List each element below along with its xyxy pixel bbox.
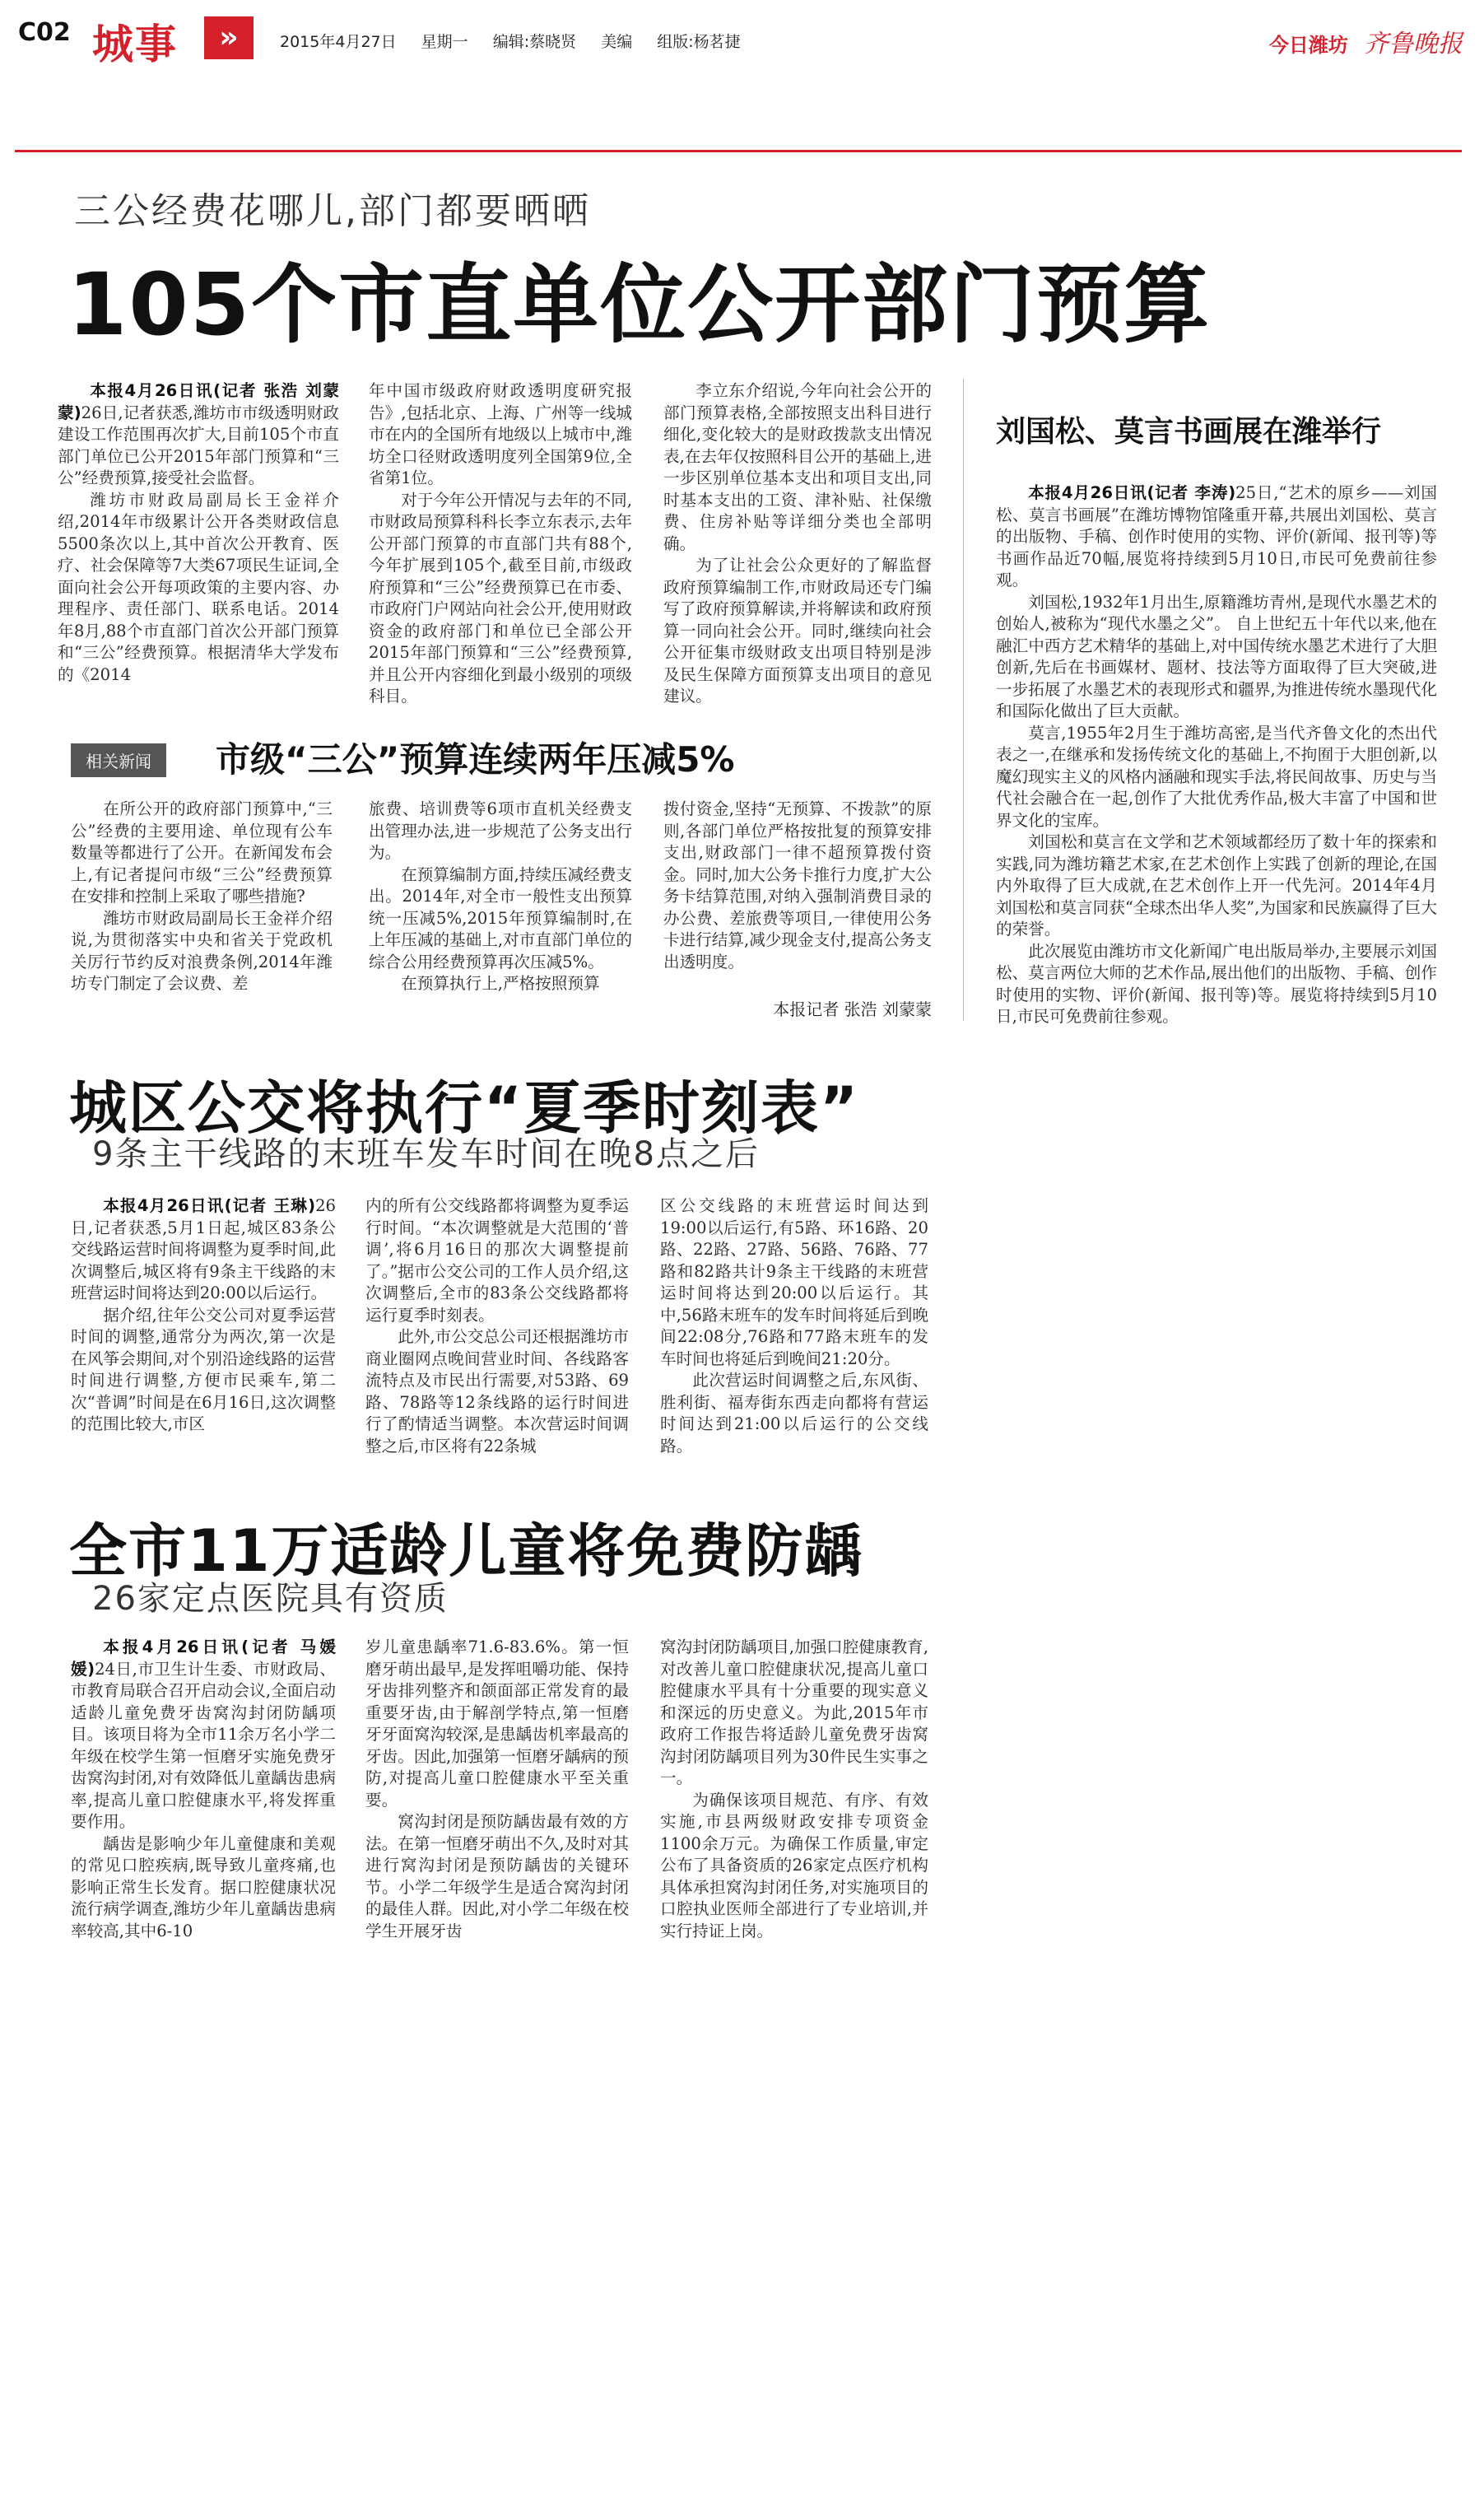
section-arrow-icon: » xyxy=(204,16,254,59)
art-body xyxy=(996,482,1437,1026)
dental-col2-p2: 窝沟封闭是预防龋齿最有效的方法。在第一恒磨牙萌出不久,及时对其进行窝沟封闭是预防龋齿的关键环节。小学二年级学生是适合窝沟封闭的最佳人群。因此,对小学二年级在校学生开展牙齿 xyxy=(365,1812,629,1940)
related-col2-p1: 旅费、培训费等6项市直机关经费支出管理办法,进一步规范了公务支出行为。 xyxy=(369,799,632,862)
publication-logo: 齐鲁晚报 xyxy=(1364,30,1463,58)
dental-col1-p2: 龋齿是影响少年儿童健康和美观的常见口腔疾病,既导致儿童疼痛,也影响正常生长发育。据口腔健康状况流行病学调查,潍坊少年儿童龋齿患病率较高,其中6-10 xyxy=(71,1833,336,1940)
issue-date: 2015年4月27日 xyxy=(280,33,397,51)
budget-col1-p2: 潍坊市财政局副局长王金祥介绍,2014年市级累计公开各类财政信息5500条次以上,其中首次公开教育、医疗、社会保障等7大类67项民生证词,全面向社会公开每项政策的主要内容、办理程序、责任部门、联系电话。2014年8月,88个市直部门首次公开部门预算和“三公”经费预算。根据清华大学发布的《2014 xyxy=(58,490,339,684)
bus-col-3 xyxy=(660,1195,928,1460)
art-p1: 25日,“艺术的原乡——刘国松、莫言书画展”在潍坊博物馆隆重开幕,共展出刘国松、莫言的出版物、手稿、创作时使用的实物、评价(新闻、报刊等)等书画作品近70幅,展览将持续到5月10日,市民可免费前往参观。 xyxy=(996,483,1437,589)
budget-col3-p1: 李立东介绍说,今年向社会公开的部门预算表格,全部按照支出科目进行细化,变化较大的是财政拨款支出情况表,在去年仅按照科目公开的基础上,进一步区别单位基本支出和项目支出,同时基本支出的工资、津补贴、社保缴费、住房补贴等详细分类也全部明确。 xyxy=(663,381,932,553)
dental-col-3 xyxy=(660,1637,928,1989)
art-headline: 刘国松、莫言书画展在潍举行 xyxy=(996,415,1382,449)
related-news-tag: 相关新闻 xyxy=(71,743,166,777)
issue-meta xyxy=(280,30,761,52)
budget-col3-p2: 为了让社会公众更好的了解监督政府预算编制工作,市财政局还专门编写了政府预算解读,并将解读和政府预算一同向社会公开。同时,继续向社会公开征集市级财政支出项目特别是涉及民生保障方面预算支出项目的意见建议。 xyxy=(663,556,932,706)
proof-credit: 组版:杨茗捷 xyxy=(657,33,741,51)
budget-kicker: 三公经费花哪儿,部门都要晒晒 xyxy=(74,190,591,232)
art-p4: 刘国松和莫言在文学和艺术领域都经历了数十年的探索和实践,同为潍坊籍艺术家,在艺术创作上实践了创新的理论,在国内外取得了巨大成就,在艺术创作上开一代先河。2014年4月刘国松和莫言同获“全球杰出华人奖”,为国家和民族赢得了巨大的荣誉。 xyxy=(996,832,1437,939)
dental-col1-p1: 24日,市卫生计生委、市财政局、市教育局联合召开启动会议,全面启动适龄儿童免费牙齿窝沟封闭防龋项目。该项目将为全市11余万名小学二年级在校学生第一恒磨牙实施免费牙齿窝沟封闭,对有效降低儿童龋齿患病率,提高儿童口腔健康水平,将发挥重要作用。 xyxy=(71,1659,336,1831)
art-p3: 莫言,1955年2月生于潍坊高密,是当代齐鲁文化的杰出代表之一,在继承和发扬传统文化的基础上,不拘囿于大胆创新,以魔幻现实主义的风格内涵融和现实手法,将民间故事、历史与当代社会融合在一起,创作了大批优秀作品,极大丰富了中国和世界文化的宝库。 xyxy=(996,723,1437,830)
dental-col-2 xyxy=(365,1637,629,1989)
dental-headline: 全市11万适龄儿童将免费防龋 xyxy=(69,1517,864,1585)
dental-dateline: 本报4月26日讯(记者 马媛媛) xyxy=(71,1638,336,1679)
column-name: 今日潍坊 xyxy=(1268,34,1348,57)
bus-col-1 xyxy=(71,1195,336,1460)
bus-headline: 城区公交将执行“夏季时刻表” xyxy=(69,1074,860,1142)
column-divider xyxy=(963,379,964,1021)
bus-dateline: 本报4月26日讯(记者 王琳) xyxy=(103,1196,316,1215)
bus-col1-p2: 据介绍,往年公交公司对夏季运营时间的调整,通常分为两次,第一次是在风筝会期间,对个别沿途线路的运营时间进行调整,方便市民乘车,第二次“普调”时间是在6月16日,这次调整的范围比较大,市区 xyxy=(71,1305,336,1433)
bus-col2-p1: 内的所有公交线路都将调整为夏季运行时间。“本次调整就是大范围的‘普调’,将6月16日的那次大调整提前了。”据市公交公司的工作人员介绍,这次调整后,全市的83条公交线路都将运行夏季时刻表。 xyxy=(365,1196,629,1325)
budget-col2-p1: 年中国市级政府财政透明度研究报告》,包括北京、上海、广州等一线城市在内的全国所有地级以上城市中,潍坊全口径财政透明度列全国第9位,全省第1位。 xyxy=(369,381,632,487)
dental-col2-p1: 岁儿童患龋率71.6-83.6%。第一恒磨牙萌出最早,是发挥咀嚼功能、保持牙齿排列整齐和颌面部正常发育的最重要牙齿,由于解剖学特点,第一恒磨牙牙面窝沟较深,是患龋齿机率最高的牙齿。因此,加强第一恒磨牙龋病的预防,对提高儿童口腔健康水平至关重要。 xyxy=(365,1638,629,1810)
art-p2: 刘国松,1932年1月出生,原籍潍坊青州,是现代水墨艺术的创始人,被称为“现代水墨之父”。 自上世纪五十年代以来,他在融汇中西方艺术精华的基础上,对中国传统水墨艺术进行了大胆创新,先后在书画媒材、题材、技法等方面取得了巨大突破,进一步拓展了水墨艺术的表现形式和疆界,为推进传统水墨现代化和国际化做出了巨大贡献。 xyxy=(996,592,1437,720)
art-p5: 此次展览由潍坊市文化新闻广电出版局举办,主要展示刘国松、莫言两位大师的艺术作品,展出他们的出版物、手稿、创作时使用的实物、评价(新闻、报刊等)等。展览将持续到5月10日,市民可免费前往参观。 xyxy=(996,941,1437,1026)
section-title: 城事 xyxy=(92,21,178,68)
related-headline: 市级“三公”预算连续两年压减5% xyxy=(216,739,735,780)
masthead-right xyxy=(1269,23,1463,59)
bus-col2-p2: 此外,市公交总公司还根据潍坊市商业圈网点晚间营业时间、各线路客流特点及市民出行需要,对53路、69路、78路等12条线路的运行时间进行了酌情适当调整。本次营运时间调整之后,市区将有22条城 xyxy=(365,1327,629,1456)
related-col2-p3: 在预算执行上,严格按照预算 xyxy=(401,974,600,993)
header-rule xyxy=(15,150,1462,152)
dental-col3-p1: 窝沟封闭防龋项目,加强口腔健康教育,对改善儿童口腔健康状况,提高儿童口腔健康水平具有十分重要的现实意义和深远的历史意义。为此,2015年市政府工作报告将适龄儿童免费牙齿窝沟封闭防龋项目列为30件民生实事之一。 xyxy=(660,1638,928,1787)
related-col-3 xyxy=(663,799,932,996)
related-col-2 xyxy=(369,799,632,1019)
bus-col3-p1: 区公交线路的末班营运时间达到19:00以后运行,有5路、环16路、20路、22路、27路、56路、76路、77路和82路共计9条主干线路的末班营运时间将达到20:00以后运行。其中,56路末班车的发车时间将延后到晚间22:08分,76路和77路末班车的发车时间也将延后到晚间21:20分。 xyxy=(660,1196,928,1368)
budget-col-1 xyxy=(58,380,339,708)
bus-col3-p2: 此次营运时间调整之后,东风街、胜利街、福寿街东西走向都将有营运时间达到21:00以后运行的公交线路。 xyxy=(660,1371,928,1456)
page-number: C02 xyxy=(18,18,71,47)
budget-headline: 105个市直单位公开部门预算 xyxy=(67,254,1212,355)
editor-credit: 编辑:蔡晓贤 xyxy=(492,33,577,51)
related-col1-p1: 在所公开的政府部门预算中,“三公”经费的主要用途、单位现有公车数量等都进行了公开。在新闻发布会上,有记者提问市级“三公”经费预算在安排和控制上采取了哪些措施? xyxy=(71,799,333,906)
related-col-1 xyxy=(71,799,333,1019)
dental-col-1 xyxy=(71,1637,336,1989)
bus-col1-p1: 26日,记者获悉,5月1日起,城区83条公交线路运营时间将调整为夏季时间,此次调整后,城区将有9条主干线路的末班营运时间将达到20:00以后运行。 xyxy=(71,1196,336,1302)
issue-weekday: 星期一 xyxy=(421,33,468,51)
bus-subheadline: 9条主干线路的末班车发车时间在晚8点之后 xyxy=(92,1135,760,1173)
budget-col1-p1: 26日,记者获悉,潍坊市市级透明财政建设工作范围再次扩大,目前105个市直部门单位已公开2015年部门预算和“三公”经费预算,接受社会监督。 xyxy=(58,403,339,487)
related-col1-p2: 潍坊市财政局副局长王金祥介绍说,为贯彻落实中央和省关于党政机关厉行节约反对浪费条例,2014年潍坊专门制定了会议费、差 xyxy=(71,908,333,993)
related-col3-p1: 拨付资金,坚持“无预算、不拨款”的原则,各部门单位严格按批复的预算安排支出,财政部门一律不超预算拨付资金。同时,加大公务卡推行力度,扩大公务卡结算范围,对纳入强制消费目录的办公费、差旅费等项目,一律使用公务卡进行结算,减少现金支付,提高公务支出透明度。 xyxy=(663,799,932,971)
budget-col-3 xyxy=(663,380,932,708)
related-col2-p2: 在预算编制方面,持续压减经费支出。2014年,对全市一般性支出预算统一压减5%,2015年预算编制时,在上年压减的基础上,对市直部门单位的综合公用经费预算再次压减5%。 xyxy=(369,864,632,971)
bus-col-2 xyxy=(365,1195,629,1460)
dental-col3-p2: 为确保该项目规范、有序、有效实施,市县两级财政安排专项资金1100余万元。为确保工作质量,审定公布了具备资质的26家定点医疗机构具体承担窝沟封闭任务,对实施项目的口腔执业医师全部进行了专业培训,并实行持证上岗。 xyxy=(660,1790,928,1940)
dental-subheadline: 26家定点医院具有资质 xyxy=(92,1580,449,1618)
budget-dateline: 本报4月26日讯(记者 张浩 刘蒙蒙) xyxy=(58,381,339,422)
designer-credit: 美编 xyxy=(601,33,633,51)
budget-col2-p2: 对于今年公开情况与去年的不同,市财政局预算科科长李立东表示,去年公开部门预算的市直部门共有88个,今年扩展到105个,截至目前,市级政府预算和“三公”经费预算已在市委、市政府门户网站向社会公开,使用财政资金的政府部门和单位已全部公开2015年部门预算和“三公”经费预算,并且公开内容细化到最小级别的项级科目。 xyxy=(369,490,632,706)
art-dateline: 本报4月26日讯(记者 李涛) xyxy=(1028,483,1236,502)
related-byline: 本报记者 张浩 刘蒙蒙 xyxy=(773,999,932,1019)
budget-col-2 xyxy=(369,380,632,708)
